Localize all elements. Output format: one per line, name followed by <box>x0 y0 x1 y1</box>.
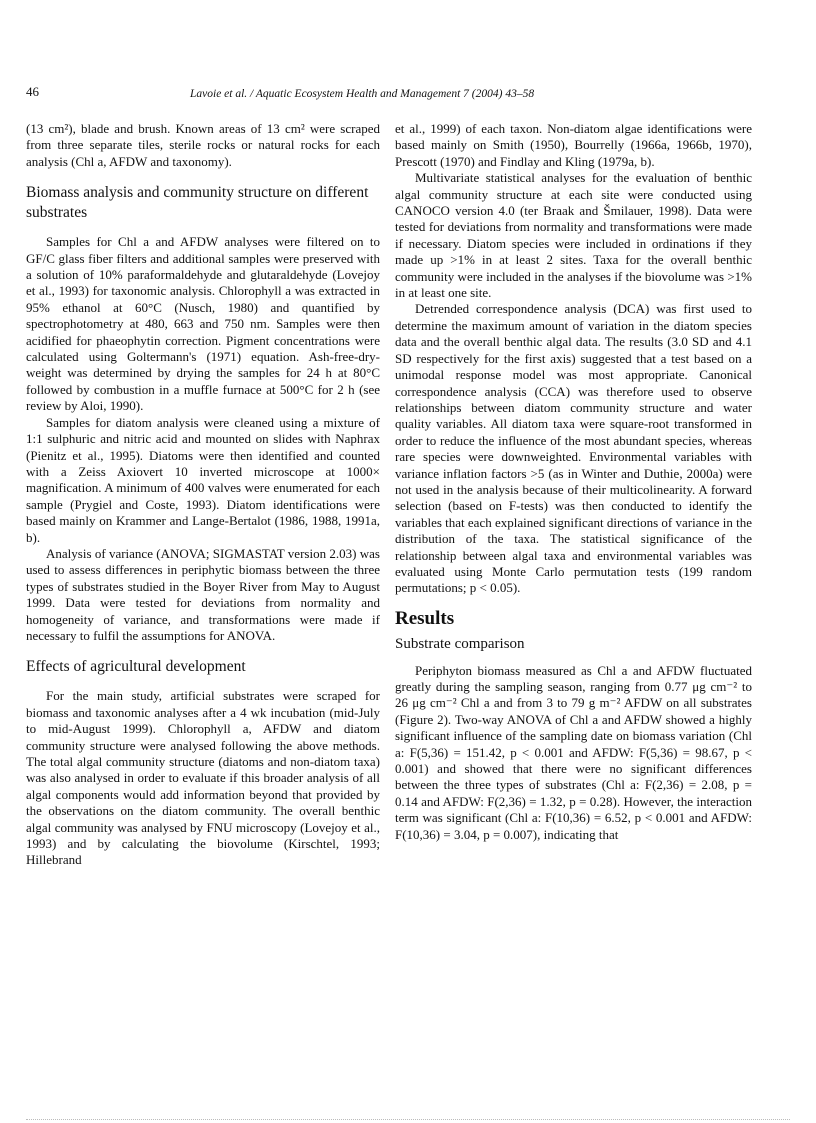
left-column <box>26 121 380 869</box>
heading-substrate-comparison: Substrate comparison <box>395 636 525 653</box>
heading-biomass-analysis: Biomass analysis and community structure on different substrates <box>26 184 369 222</box>
paragraph-multivariate: Multivariate statistical analyses for the evaluation of benthic algal community structure at each site were conducted using CANOCO version 4.0 (ter Braak and Šmilauer, 1998). Data were tested for deviations from normality and transformations were made if necessary. Diatom species were included in ordinations if they made up >1% in at least 2 sites. Taxa for the overall benthic community were included in the analyses if the biovolume was >1% in at least one site. <box>395 170 752 301</box>
heading-results: Results <box>395 607 455 629</box>
paragraph-dca-cca: Detrended correspondence analysis (DCA) was first used to determine the maximum amount of variation in the diatom species data and the overall benthic algal data. The results (3.0 SD and 4.1 SD respectively for the first axis) suggested that a test based on a unimodal response model was most appropriate. Canonical correspondence analysis (CCA) was therefore used to observe relationships between diatom community structure and water quality variables. All diatom taxa were square-root transformed in order to reduce the influence of the most abundant species, whereas rare species were downweighted. Environmental variables with variance inflation factors >5 (as in Winter and Duthie, 2000a) were not used in the analysis because of their multicolinearity. A forward selection (based on F-tests) was then conducted to identify the variables that each explained significant directions of variance in the distribution of the taxa. The statistical significance of the relationship between algal taxa and environmental variables was evaluated using Monte Carlo permutation tests (199 random permutations; p < 0.05). <box>395 301 752 596</box>
paragraph-main-study: For the main study, artificial substrates were scraped for biomass and taxonomic analyses after a 4 wk incubation (mid-July to mid-August 1999). Chlorophyll a, AFDW and diatom community structure were analysed following the above methods. The total algal community structure (diatoms and non-diatom taxa) was also analysed in order to evaluate if this broader analysis of all algal components would add information beyond that provided by the observations on the diatom community. The overall benthic algal community was analysed by FNU microscopy (Lovejoy et al., 1993) and by calculating the biovolume (Kirschtel, 1993; Hillebrand <box>26 688 380 868</box>
paragraph-biomass-methods: Samples for Chl a and AFDW analyses were filtered on to GF/C glass fiber filters and additional samples were preserved with a solution of 10% paraformaldehyde and glutaraldehyde (Lovejoy et al., 1993) for taxonomic analysis. Chlorophyll a was extracted in 95% ethanol at 60°C (Nusch, 1980) and quantified by spectrophotometry at 480, 663 and 750 nm. Samples were then acidified for phaeophytin correction. Pigment concentrations were calculated using Goltermann's (1971) equation. Ash-free-dry-weight was determined by drying the samples for 24 h at 80°C followed by combustion in a muffle furnace at 500°C for 2 h (see review by Aloi, 1990). <box>26 234 380 414</box>
right-column <box>395 121 752 843</box>
paragraph-anova: Analysis of variance (ANOVA; SIGMASTAT version 2.03) was used to assess differences in periphytic biomass between the three types of substrates studied in the Boyer River from May to August 1999. Data were tested for deviations from normality and homogeneity of variance, and transformations were made if necessary to fulfil the assumptions for ANOVA. <box>26 545 380 643</box>
heading-agricultural-effects: Effects of agricultural development <box>26 658 246 676</box>
paragraph-intro: (13 cm²), blade and brush. Known areas of 13 cm² were scraped from three separate tiles, sterile rocks or natural rocks for each analysis (Chl a, AFDW and taxonomy). <box>26 121 380 169</box>
running-head: Lavoie et al. / Aquatic Ecosystem Health and Management 7 (2004) 43–58 <box>190 88 535 100</box>
paragraph-continued: et al., 1999) of each taxon. Non-diatom algae identifications were based mainly on Smith (1950), Bourrelly (1966a, 1966b, 1970), Prescott (1970) and Findlay and Kling (1979a, b). <box>395 121 752 169</box>
paragraph-diatom-analysis: Samples for diatom analysis were cleaned using a mixture of 1:1 sulphuric and nitric acid and mounted on slides with Naphrax (Pienitz et al., 1995). Diatoms were then identified and counted with a Zeiss Axiovert 10 inverted microscope at 1000× magnification. A minimum of 400 valves were enumerated for each sample (Prygiel and Coste, 1993). Diatom identifications were based mainly on Krammer and Lange-Bertalot (1986, 1988, 1991a, b). <box>26 414 380 545</box>
paragraph-periphyton-biomass: Periphyton biomass measured as Chl a and AFDW fluctuated greatly during the sampling season, ranging from 0.77 μg cm⁻² to 26 μg cm⁻² Chl a and from 3 to 79 g m⁻² AFDW on all substrates (Figure 2). Two-way ANOVA of Chl a and AFDW showed a highly significant influence of the sampling date on biomass variation (Chl a: F(5,36) = 151.42, p < 0.001 and AFDW: F(5,36) = 98.67, p < 0.001) and showed that there were no significant differences between the three types of substrates (Chl a: F(2,36) = 2.08, p = 0.14 and AFDW: F(2,36) = 1.32, p = 0.28). However, the interaction term was significant (Chl a: F(10,36) = 6.52, p < 0.001 and AFDW: F(10,36) = 3.04, p = 0.007), indicating that <box>395 662 752 842</box>
page-bottom-rule <box>26 1119 790 1120</box>
page-number: 46 <box>26 84 39 99</box>
